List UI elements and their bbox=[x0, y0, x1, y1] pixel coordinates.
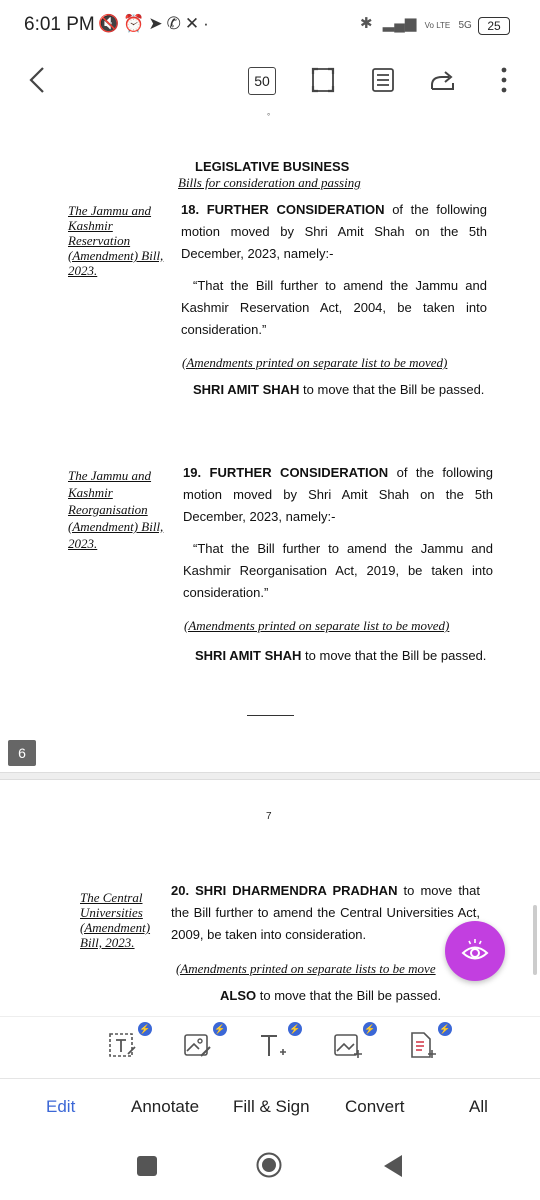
mover-name: SHRI AMIT SHAH bbox=[193, 382, 300, 397]
mover-line bbox=[193, 382, 487, 398]
item-paragraph bbox=[181, 199, 487, 265]
recents-button[interactable] bbox=[137, 1156, 157, 1176]
item-text: of the following motion moved by Shri Amit Shah on the 5th December, 2023, namely:- bbox=[181, 202, 487, 261]
item-paragraph bbox=[183, 462, 493, 528]
item-paragraph bbox=[171, 880, 480, 946]
back-arrow-icon[interactable] bbox=[22, 64, 52, 96]
clock: 6:01 PM bbox=[24, 14, 95, 35]
alarm-icon: ⏰ bbox=[123, 14, 149, 33]
tab-fill-sign[interactable]: Fill & Sign bbox=[233, 1097, 310, 1116]
page-divider bbox=[0, 772, 540, 780]
image-edit-icon bbox=[183, 1030, 213, 1060]
amendment-note: (Amendments printed on separate list to be moved) bbox=[182, 355, 448, 370]
item-lead: 19. FURTHER CONSIDERATION bbox=[183, 465, 389, 480]
dot-icon: · bbox=[203, 14, 213, 33]
vibrate-off-icon: 🔇 bbox=[98, 14, 124, 33]
section-subheading: Bills for consideration and passing bbox=[178, 175, 361, 190]
read-mode-fab[interactable] bbox=[445, 921, 505, 981]
x-icon: ✕ bbox=[184, 14, 204, 33]
bill-side-label: The Central Universities (Amendment) Bill, 2023. bbox=[80, 890, 151, 950]
page-mark: ° bbox=[267, 112, 271, 121]
also-label: ALSO bbox=[220, 988, 257, 1003]
page-indicator[interactable]: 50 bbox=[248, 67, 276, 95]
add-page-icon bbox=[408, 1030, 438, 1060]
bill-side-label: The Jammu and Kashmir Reservation (Amendment) Bill, 2023. bbox=[68, 203, 164, 278]
bluetooth-icon: ✱ bbox=[360, 15, 373, 32]
add-image-icon bbox=[333, 1030, 363, 1060]
item-quote: “That the Bill further to amend the Jammu and Kashmir Reservation Act, 2004, be taken into consideration.” bbox=[181, 278, 487, 337]
more-icon[interactable] bbox=[492, 66, 516, 94]
image-edit-tool[interactable] bbox=[183, 1023, 226, 1060]
telegram-icon: ➤ bbox=[148, 14, 167, 33]
page-number: 7 bbox=[266, 811, 272, 822]
network-label: 5G bbox=[458, 20, 472, 31]
add-image-tool[interactable] bbox=[333, 1023, 376, 1060]
home-button[interactable] bbox=[256, 1152, 282, 1178]
reader-mode-icon[interactable] bbox=[369, 66, 397, 94]
tab-all[interactable]: All bbox=[469, 1097, 488, 1116]
scrollbar[interactable] bbox=[533, 905, 537, 975]
item-text: of the following motion moved by Shri Amit Shah on the 5th December, 2023, namely:- bbox=[183, 465, 493, 524]
fullscreen-icon[interactable] bbox=[309, 66, 337, 94]
battery-indicator: 25 bbox=[478, 17, 510, 35]
premium-badge-icon: ⚡ bbox=[438, 1022, 452, 1036]
amendment-note: (Amendments printed on separate lists to be move bbox=[176, 961, 436, 976]
status-bar bbox=[0, 0, 540, 50]
tab-convert[interactable]: Convert bbox=[345, 1097, 405, 1116]
premium-badge-icon: ⚡ bbox=[363, 1022, 377, 1036]
text-edit-tool[interactable] bbox=[108, 1023, 151, 1060]
volte-icon: Vo LTE bbox=[424, 21, 451, 30]
tab-annotate[interactable]: Annotate bbox=[131, 1097, 200, 1116]
whatsapp-icon: ✆ bbox=[166, 14, 185, 33]
notification-icons bbox=[98, 14, 213, 34]
add-text-icon bbox=[258, 1030, 288, 1060]
mover-text: to move that the Bill be passed. bbox=[303, 382, 485, 397]
premium-badge-icon: ⚡ bbox=[138, 1022, 152, 1036]
page-badge: 6 bbox=[8, 740, 36, 766]
premium-badge-icon: ⚡ bbox=[288, 1022, 302, 1036]
share-icon[interactable] bbox=[428, 66, 458, 94]
premium-badge-icon: ⚡ bbox=[213, 1022, 227, 1036]
also-text: to move that the Bill be passed. bbox=[259, 988, 442, 1003]
tab-edit[interactable]: Edit bbox=[46, 1097, 76, 1116]
mover-name: SHRI AMIT SHAH bbox=[195, 648, 302, 663]
also-line bbox=[220, 988, 441, 1004]
item-quote: “That the Bill further to amend the Jammu and Kashmir Reorganisation Act, 2019, be taken into consideration.” bbox=[183, 541, 493, 600]
item-lead: 20. SHRI DHARMENDRA PRADHAN bbox=[171, 883, 398, 898]
text-edit-icon bbox=[108, 1030, 138, 1060]
back-button[interactable] bbox=[382, 1154, 404, 1178]
end-rule bbox=[247, 715, 294, 716]
document-page bbox=[0, 780, 540, 1016]
add-page-tool[interactable] bbox=[408, 1023, 451, 1060]
bill-side-label: The Jammu and Kashmir Reorganisation (Amendment) Bill, 2023. bbox=[68, 468, 164, 551]
section-heading: LEGISLATIVE BUSINESS bbox=[195, 159, 350, 174]
signal-icon: ▂▄▆ bbox=[382, 15, 417, 32]
mover-text: to move that the Bill be passed. bbox=[305, 648, 487, 663]
item-text: to move that the Bill further to amend the Central Universities Act, 2009, be taken into consideration. bbox=[171, 883, 480, 942]
amendment-note: (Amendments printed on separate list to be moved) bbox=[184, 618, 450, 633]
system-icons bbox=[360, 14, 472, 32]
add-text-tool[interactable] bbox=[258, 1023, 301, 1060]
eye-sparkle-icon bbox=[460, 938, 490, 964]
item-lead: 18. FURTHER CONSIDERATION bbox=[181, 202, 385, 217]
mover-line bbox=[195, 648, 493, 664]
document-page bbox=[0, 112, 540, 770]
